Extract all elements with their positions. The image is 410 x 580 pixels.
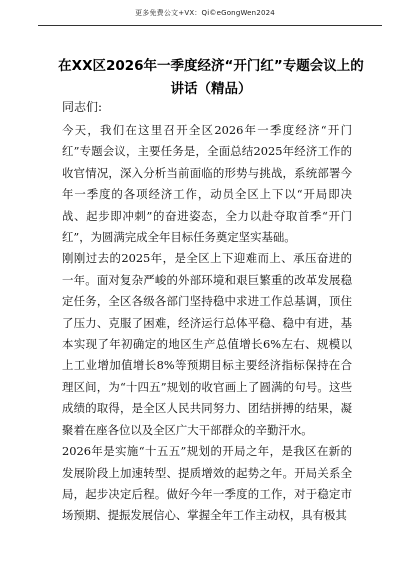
document-title-line-2: 讲话（精品）	[170, 81, 252, 97]
header-note: 更多免费公文+VX：Qi©eGongWen2024	[135, 9, 275, 17]
paragraph-1: 今天，我们在这里召开全区2026年一季度经济“开门红”专题会议，主要任务是，全面总结2025年经济工作的收官情况，深入分析当前面临的形势与挑战，系统部署今年一季度的各项经济工作，动员全区上下以“开局即决战、起步即冲刺”的奋进姿态，全力以赴夺取首季“开门红”，为圆满完成全年目标任务奠定坚实基础。	[62, 123, 352, 245]
paragraph-2: 刚刚过去的2025年，是全区上下迎难而上、承压奋进的一年。面对复杂严峻的外部环境和艰巨繁重的改革发展稳定任务，全区各级各部门坚持稳中求进工作总基调，顶住了压力、克服了困难，经济运行总体平稳、稳中有进，基本实现了年初确定的地区生产总值增长6%左右、规模以上工业增加值增长8%等预期目标主要经济指标保持在合理区间，为“十四五”规划的收官画上了圆满的句号。这些成绩的取得，是全区人民共同努力、团结拼搏的结果，凝聚着在座各位以及全区广大干部群众的辛勤汗水。	[62, 251, 352, 437]
header-divider	[38, 25, 382, 26]
document-body	[62, 120, 352, 527]
document-title-line-1: 在XX区2026年一季度经济“开门红”专题会议上的	[58, 58, 364, 74]
salutation: 同志们:	[62, 100, 103, 114]
paragraph-3: 2026年是实施“十五五”规划的开局之年，是我区在新的发展阶段上加速转型、提质增效的起势之年。开局关系全局，起步决定后程。做好今年一季度的工作，对于稳定市场预期、提振发展信心、掌握全年工作主动权，具有极其	[62, 444, 352, 523]
